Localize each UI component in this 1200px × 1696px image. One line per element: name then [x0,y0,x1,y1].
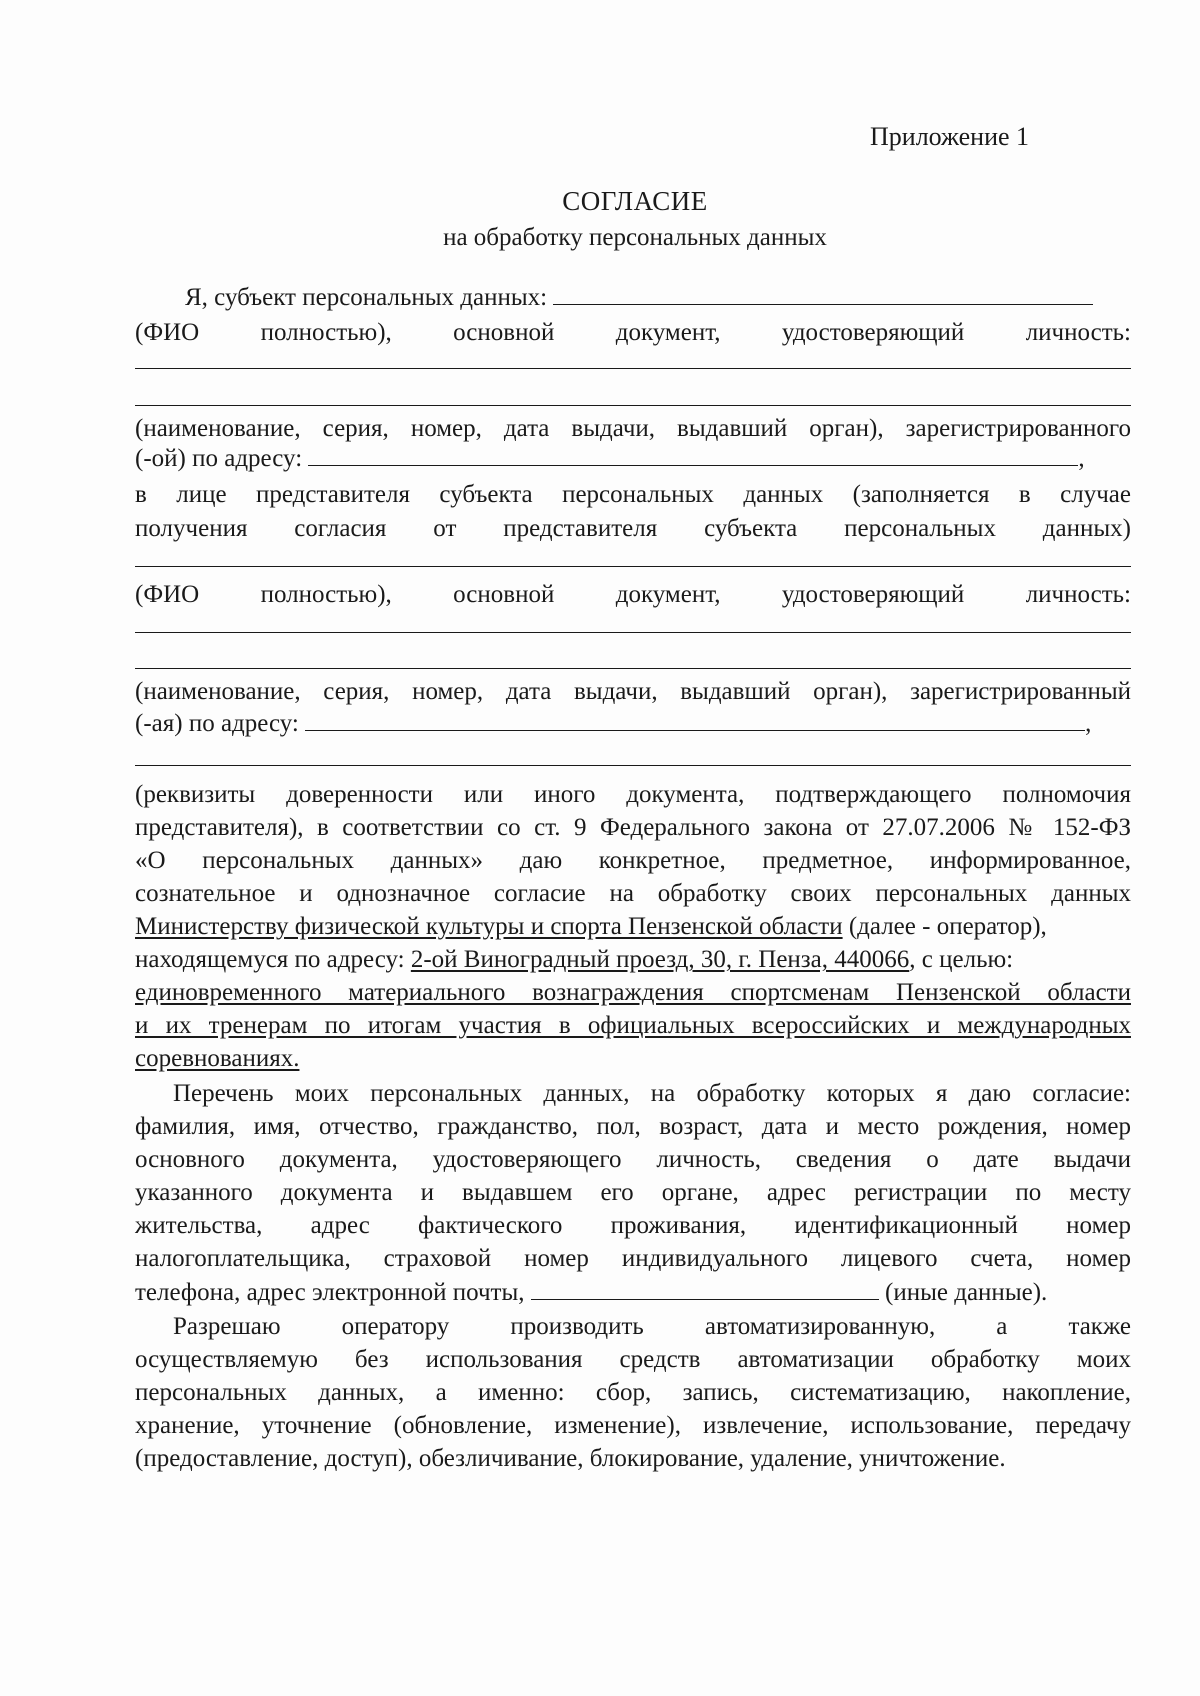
subject-label: Я, субъект персональных данных: [185,284,548,311]
representative-id-label: (ФИО полностью), основной документ, удостоверяющий личность: [135,581,1131,608]
subject-document-hint: (наименование, серия, номер, дата выдачи, выдавший орган), зарегистрированного [135,415,1131,442]
document-title: СОГЛАСИЕ [562,186,708,216]
consent-text-line: «О персональных данных» даю конкретное, предметное, информированное, [135,847,1131,874]
processing-text: Разрешаю оператору производить автоматизированную, а также [173,1313,1131,1340]
other-data-suffix: (иные данные). [878,1279,1048,1306]
representative-address-line [135,708,1131,740]
comma: , [1085,710,1092,737]
operator-address-line [135,945,1131,977]
other-data-field[interactable] [531,1277,879,1300]
representative-intro: в лице представителя субъекта персональных данных (заполняется в случае [135,481,1131,508]
data-list-text: фамилия, имя, отчество, гражданство, пол, возраст, дата и место рождения, номер [135,1113,1131,1140]
processing-text: осуществляемую без использования средств автоматизации обработку моих [135,1346,1131,1373]
other-data-prefix: телефона, адрес электронной почты, [135,1279,531,1306]
appendix-label: Приложение 1 [870,122,1030,151]
representative-name-field[interactable] [135,566,1131,567]
comma: , [1078,445,1085,472]
representative-document-hint: (наименование, серия, номер, дата выдачи, выдавший орган), зарегистрированный [135,678,1131,705]
purpose-prefix: , с целью: [909,946,1014,973]
representative-address-label: (-ая) по адресу: [135,710,299,737]
operator-line [135,912,1131,944]
consent-text-line: (реквизиты доверенности или иного документа, подтверждающего полномочия [135,781,1131,808]
document-subtitle: на обработку персональных данных [443,224,827,251]
representative-intro-2: получения согласия от представителя субъекта персональных данных) [135,515,1131,542]
processing-text: хранение, уточнение (обновление, изменение), извлечение, использование, передачу [135,1412,1131,1439]
power-of-attorney-field[interactable] [135,765,1131,766]
operator-name: Министерству физической культуры и спорта Пензенской области [135,913,843,940]
subject-document-field-2[interactable] [135,405,1131,406]
other-data-line [135,1277,1131,1309]
representative-document-field-1[interactable] [135,632,1131,633]
subject-address-label: (-ой) по адресу: [135,445,303,472]
representative-document-field-2[interactable] [135,668,1131,669]
subject-address-line [135,443,1131,475]
subject-id-label: (ФИО полностью), основной документ, удостоверяющий личность: [135,319,1131,346]
operator-address-prefix: находящемуся по адресу: [135,946,411,973]
consent-text-line: представителя), в соответствии со ст. 9 Федерального закона от 27.07.2006 № 152-ФЗ [135,814,1131,841]
subject-document-field-1[interactable] [135,368,1131,369]
purpose-text: соревнованиях. [135,1045,300,1072]
data-list-text: указанного документа и выдавшем его органе, адрес регистрации по месту [135,1179,1131,1206]
purpose-text: и их тренерам по итогам участия в официальных всероссийских и международных [135,1012,1131,1039]
data-list-text: Перечень моих персональных данных, на обработку которых я даю согласие: [173,1080,1131,1107]
subject-name-field[interactable] [553,282,1093,305]
consent-text-line: сознательное и однозначное согласие на обработку своих персональных данных [135,880,1131,907]
data-list-text: основного документа, удостоверяющего личность, сведения о дате выдачи [135,1146,1131,1173]
processing-text: персональных данных, а именно: сбор, запись, систематизацию, накопление, [135,1379,1131,1406]
subject-line [135,282,1131,314]
operator-suffix: (далее - оператор), [842,913,1047,940]
data-list-text: жительства, адрес фактического проживания, идентификационный номер [135,1212,1131,1239]
processing-text: (предоставление, доступ), обезличивание, блокирование, удаление, уничтожение. [135,1445,1006,1472]
operator-address: 2-ой Виноградный проезд, 30, г. Пенза, 440066 [410,946,910,973]
data-list-text: налогоплательщика, страховой номер индивидуального лицевого счета, номер [135,1245,1131,1272]
representative-address-field[interactable] [305,708,1085,731]
purpose-text: единовременного материального вознаграждения спортсменам Пензенской области [135,979,1131,1006]
subject-address-field[interactable] [308,443,1078,466]
